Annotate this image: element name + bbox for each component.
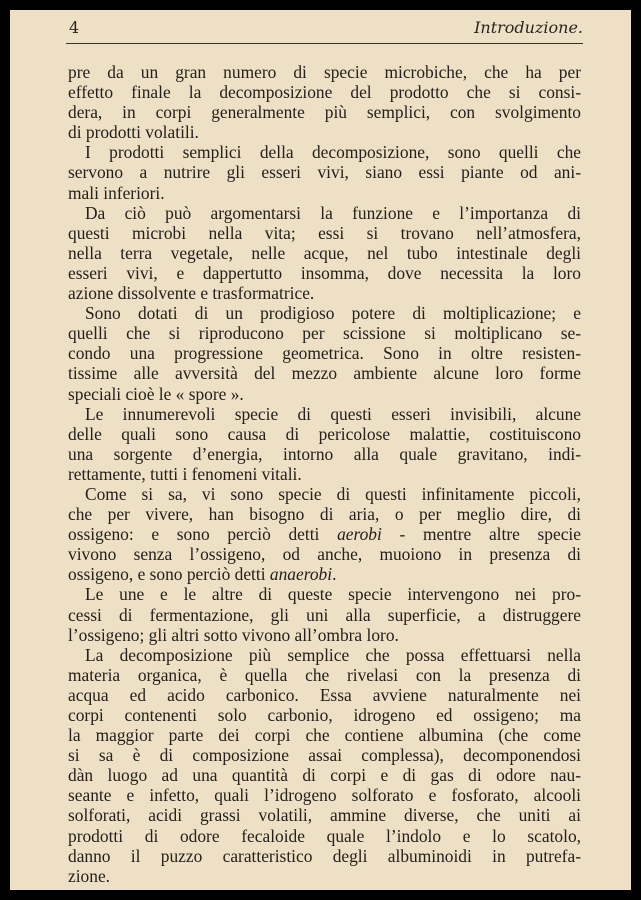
text-line: prodotti di odore fecaloide quale l’indolo e lo scatolo, (68, 825, 581, 846)
text-fragment: ossigeno: e sono perciò detti (68, 524, 320, 545)
page-number: 4 (69, 18, 80, 37)
text-line: tissime alle avversità del mezzo ambiente alcune loro forme (68, 363, 581, 384)
text-line: di prodotti volatili. (68, 122, 199, 143)
text-line: Le innumerevoli specie di questi esseri invisibili, alcune (85, 403, 581, 424)
text-line: acqua ed acido carbonico. Essa avviene naturalmente nei (68, 684, 581, 705)
text-line: Come si sa, vi sono specie di questi infinitamente piccoli, (85, 483, 581, 504)
text-line: dàn luogo ad una quantità di corpi e di gas di odore nau- (68, 765, 581, 786)
page-header (66, 16, 583, 40)
text-line: servono a nutrire gli esseri vivi, siano essi piante od ani- (68, 162, 581, 183)
text-line: che per vivere, han bisogno di aria, o per meglio dire, di (68, 504, 581, 525)
text-fragment: . (332, 564, 337, 585)
text-line: Le une e le altre di queste specie intervengono nei pro- (85, 584, 581, 605)
italic-term: aerobi (337, 524, 382, 545)
text-line: pre da un gran numero di specie microbiche, che ha per (68, 62, 581, 82)
text-line: quelli che si riproducono per scissione si moltiplicano se- (68, 323, 581, 344)
text-fragment: - mentre altre specie (399, 524, 581, 545)
header-rule (66, 43, 583, 44)
text-line: la maggior parte dei corpi che contiene albumina (che come (68, 725, 581, 746)
text-line: una sorgente d’energia, intorno alla quale gravitano, indi- (68, 443, 581, 464)
text-line: danno il puzzo caratteristico degli albuminoidi in putrefa- (68, 845, 581, 866)
text-line: esseri vivi, e dappertutto insomma, dove necessita la loro (68, 262, 581, 283)
text-line: corpi contenenti solo carbonio, idrogeno ed ossigeno; ma (68, 705, 581, 725)
text-fragment: ossigeno, e sono perciò detti (68, 564, 266, 585)
text-line: rettamente, tutti i fenomeni vitali. (68, 463, 302, 484)
text-line: Sono dotati di un prodigioso potere di moltiplicazione; e (85, 303, 581, 324)
text-line: speciali cioè le « spore ». (68, 383, 244, 404)
running-title: Introduzione. (474, 18, 583, 37)
text-line: dera, in corpi generalmente più semplici, con svolgimento (68, 102, 581, 123)
body-text (68, 62, 581, 886)
text-line: solforati, acidi grassi volatili, ammine diverse, che uniti ai (68, 805, 581, 826)
text-line: si sa è di composizione assai complessa), decomponendosi (68, 745, 581, 766)
text-line: questi microbi nella vita; essi si trovano nell’atmosfera, (68, 222, 581, 243)
text-line (68, 564, 581, 584)
text-line: materia organica, è quella che rivelasi con la presenza di (68, 664, 581, 685)
text-line: azione dissolvente e trasformatrice. (68, 283, 315, 304)
italic-term: anaerobi (269, 564, 333, 585)
book-page (10, 10, 631, 890)
text-line: Da ciò può argomentarsi la funzione e l’importanza di (85, 202, 581, 223)
text-line: mali inferiori. (68, 182, 165, 203)
text-line: l’ossigeno; gli altri sotto vivono all’ombra loro. (68, 624, 399, 645)
text-line: zione. (68, 865, 111, 886)
text-line: La decomposizione più semplice che possa effettuarsi nella (85, 644, 581, 665)
text-line: seante e infetto, quali l’idrogeno solforato e fosforato, alcooli (68, 785, 581, 806)
text-line: vivono senza l’ossigeno, od anche, muoiono in presenza di (68, 544, 581, 565)
text-line: nella terra vegetale, nelle acque, nel tubo intestinale degli (68, 242, 581, 263)
text-line (68, 524, 581, 544)
text-line: cessi di fermentazione, gli uni alla superficie, a distruggere (68, 604, 581, 625)
text-line: condo una progressione geometrica. Sono in oltre resisten- (68, 343, 581, 364)
text-line: I prodotti semplici della decomposizione, sono quelli che (85, 142, 581, 163)
text-line: delle quali sono causa di pericolose malattie, costituiscono (68, 423, 581, 444)
text-line: effetto finale la decomposizione del prodotto che si consi- (68, 82, 581, 103)
